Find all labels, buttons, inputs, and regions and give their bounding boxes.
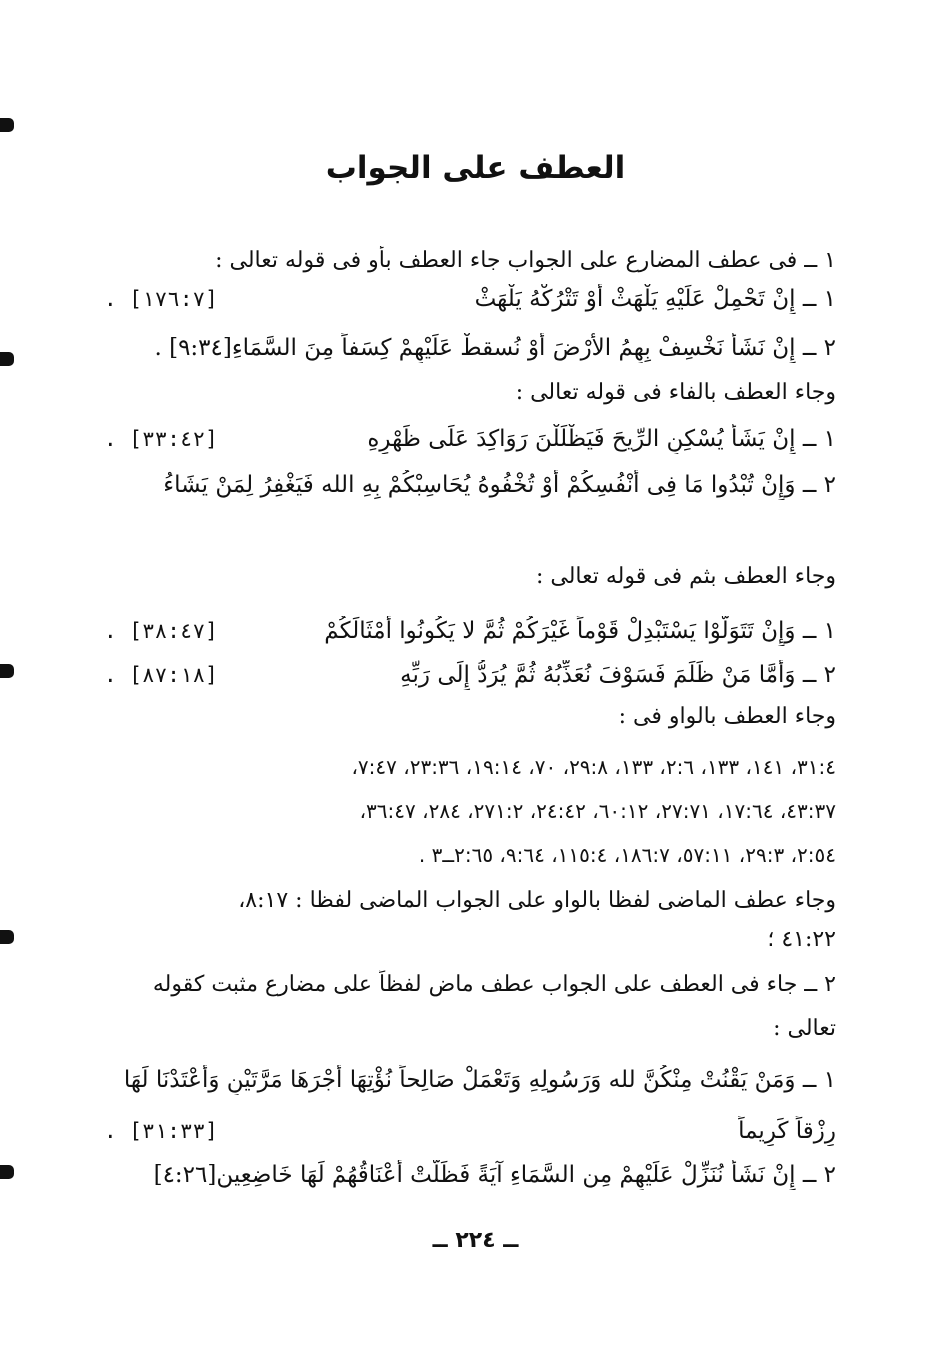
verse-line <box>104 1065 836 1095</box>
line-text: ٤١:٢٢ ؛ <box>767 927 836 952</box>
verse-line <box>104 333 836 363</box>
scan-edge-mark <box>0 1165 14 1179</box>
item-number: ٢ ــ <box>802 472 836 498</box>
references-text: ٣١:٤، ١٤١، ١٣٣، ٢:٦، ١٣٣، ٢٩:٨، ٧٠، ١٩:١٤، ٢٣:٣٦، ٧:٤٧، <box>351 755 836 779</box>
text-line <box>104 378 836 408</box>
item-number: ٢ ــ <box>802 662 836 688</box>
item-number: ١ ــ <box>802 1067 836 1093</box>
verse-text: إِنْ نَشَأْ نُنَزِّلْ عَلَيْهِمْ مِن السَّمَاءِ آيَةً فَظَلَّتْ أَعْنَاقُهُمْ لَهَا خَاضِعِين[٤:٢٦] <box>153 1162 796 1188</box>
reference-list-line <box>104 752 836 782</box>
item-number: ٢ ــ <box>802 335 836 361</box>
verse-text: إِنْ نَشَأْ نَخْسِفْ بِهِمُ الأَرْضَ أَوْ نُسقطْ عَلَيْهِمْ كِسَفاً مِنَ السَّمَاءِ[٩:٣٤] . <box>154 335 796 361</box>
scan-edge-mark <box>0 664 14 678</box>
verse-text: وَمَنْ يَقْنُتْ مِنْكُنَّ لله وَرَسُولِهِ وَتَعْمَلْ صَالِحاً نُؤْتِهَا أَجْرَهَا مَرَّتَيْنِ وَأَعْتَدْنَا لَهَا <box>123 1067 796 1093</box>
line-text: وجاء العطف بالواو فى : <box>618 704 836 729</box>
line-text: وجاء عطف الماضى لفظا بالواو على الجواب الماضى لفظا : ٨:١٧، <box>238 888 836 913</box>
line-text: وجاء العطف بالفاء فى قوله تعالى : <box>515 380 836 405</box>
verse-text: وَإِنْ تُبْدُوا مَا فِى أَنْفُسِكُمْ أَوْ تُخْفُوهُ يُحَاسِبْكُمْ بِهِ الله فَيَغْفِرُ لِمَنْ يَشَاءُ <box>163 472 796 498</box>
reference-list-line <box>104 840 836 870</box>
item-number: ١ ــ <box>802 618 836 644</box>
text-line <box>104 925 836 955</box>
text-line <box>104 702 836 732</box>
verse-text: وَإِنْ تَتَوَلَّوْا يَسْتَبْدِلْ قَوْماً غَيْرَكُمْ ثُمَّ لا يَكُونُوا أَمْثَالَكُمْ <box>324 618 796 644</box>
text-line <box>104 886 836 916</box>
scan-edge-mark <box>0 352 14 366</box>
verse-text: رِزْقاً كَرِيماً <box>738 1118 836 1144</box>
verse-line <box>104 470 836 500</box>
line-text: تعالى : <box>773 1016 836 1041</box>
item-number: ١ ــ <box>802 426 836 452</box>
verse-reference: [١٧٦:٧] . <box>104 287 218 311</box>
verse-line <box>104 424 836 454</box>
text-line <box>104 970 836 1000</box>
reference-list-line <box>104 796 836 826</box>
line-text: ١ ــ فى عطف المضارع على الجواب جاء العطف بأو فى قوله تعالى : <box>215 248 836 273</box>
verse-reference: [٣٣:٤٢] . <box>104 427 218 451</box>
item-number: ٢ ــ <box>802 1162 836 1188</box>
verse-reference: [٣١:٣٣] . <box>104 1119 218 1143</box>
text-line <box>104 246 836 276</box>
scan-edge-mark <box>0 118 14 132</box>
references-text: ٢:٥٤، ٢٩:٣، ٥٧:١١، ١٨٦:٧، ١١٥:٤، ٩:٦٤، ٢:٦٥ــ٣ . <box>418 843 836 867</box>
verse-text: إِنْ يَشَأْ يُسْكِنِ الرِّيحَ فَيَظْلَلْنَ رَوَاكِدَ عَلَى ظَهْرِهِ <box>367 426 796 452</box>
verse-line <box>104 1160 836 1190</box>
page-title: العطف على الجواب <box>325 150 626 186</box>
scan-edge-mark <box>0 930 14 944</box>
verse-line <box>104 616 836 646</box>
verse-text: وَأَمَّا مَنْ ظَلَمَ فَسَوْفَ نُعَذِّبُهُ ثُمَّ يُرَدُّ إِلَى رَبِّهِ <box>400 662 796 688</box>
verse-reference: [٨٧:١٨] . <box>104 663 218 687</box>
verse-line <box>104 660 836 690</box>
item-number: ١ ــ <box>802 286 836 312</box>
verse-reference: [٣٨:٤٧] . <box>104 619 218 643</box>
verse-line <box>104 1116 836 1146</box>
verse-text: إِنْ تَحْمِلْ عَلَيْهِ يَلْهَثْ أَوْ تَتْرُكْهُ يَلْهَثْ <box>474 286 796 312</box>
page-number: ــ ٢٢٤ ــ <box>432 1228 519 1253</box>
line-text: ٢ ــ جاء فى العطف على الجواب عطف ماض لفظاً على مضارع مثبت كقوله <box>152 972 836 997</box>
line-text: وجاء العطف بثم فى قوله تعالى : <box>535 564 836 589</box>
text-line <box>104 562 836 592</box>
references-text: ٤٣:٣٧، ١٧:٦٤، ٢٧:٧١، ٦٠:١٢، ٢٤:٤٢، ٢٧١:٢، ٢٨٤، ٣٦:٤٧، <box>359 799 836 823</box>
text-line <box>104 1014 836 1044</box>
verse-line <box>104 284 836 314</box>
